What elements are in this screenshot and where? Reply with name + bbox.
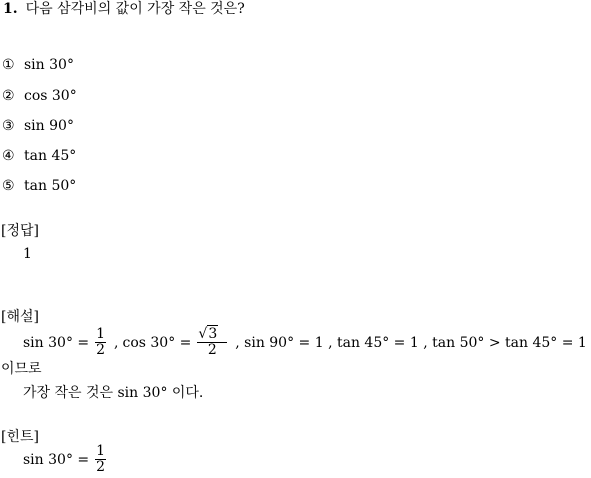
sqrt-symbol: √3 [198, 326, 218, 342]
fraction-numerator: 1 [96, 326, 106, 342]
answer-value: 1 [23, 246, 32, 262]
explanation-label: [해설] [1, 309, 39, 325]
explanation-equation [23, 327, 591, 359]
choice-5[interactable] [2, 179, 76, 193]
choice-marker: ③ [2, 118, 15, 134]
fraction-numerator: 1 [96, 443, 106, 459]
choice-text: tan 50° [24, 178, 77, 194]
choice-1[interactable] [2, 58, 74, 72]
answer-label: [정답] [1, 223, 39, 239]
fraction-sqrt3-over-2 [197, 327, 231, 359]
fraction-denominator: 2 [207, 342, 217, 359]
choice-marker: ② [2, 88, 15, 104]
explanation-conclusion: 가장 작은 것은 sin 30° 이다. [23, 385, 204, 401]
hint-label: [힌트] [1, 429, 39, 445]
question-text: 다음 삼각비의 값이 가장 작은 것은? [25, 1, 245, 17]
choice-marker: ④ [2, 148, 15, 164]
hint-lhs: sin 30° = [23, 451, 90, 468]
fraction-numerator [197, 327, 227, 343]
question-number: 1. [3, 1, 18, 17]
comma: , [114, 334, 119, 351]
choice-text: tan 45° [24, 148, 77, 164]
explanation-wrap: 이므로 [1, 361, 42, 377]
fraction-one-half [95, 444, 110, 476]
cos30-lhs: cos 30° = [122, 334, 192, 351]
explanation-rest: , sin 90° = 1 , tan 45° = 1 , tan 50° > tan 45° = 1 [235, 334, 587, 351]
hint-equation [23, 444, 114, 476]
choice-text: sin 90° [24, 118, 74, 134]
choice-2[interactable] [2, 89, 77, 103]
question [3, 2, 245, 16]
choice-marker: ① [2, 57, 15, 73]
choice-4[interactable] [2, 149, 76, 163]
sin30-lhs: sin 30° = [23, 334, 90, 351]
fraction-denominator: 2 [96, 342, 106, 359]
choice-3[interactable] [2, 119, 74, 133]
choice-marker: ⑤ [2, 178, 15, 194]
choice-text: cos 30° [24, 88, 77, 104]
choice-text: sin 30° [24, 57, 74, 73]
fraction-denominator: 2 [96, 459, 106, 476]
radicand: 3 [208, 326, 218, 342]
fraction-one-half [95, 327, 110, 359]
